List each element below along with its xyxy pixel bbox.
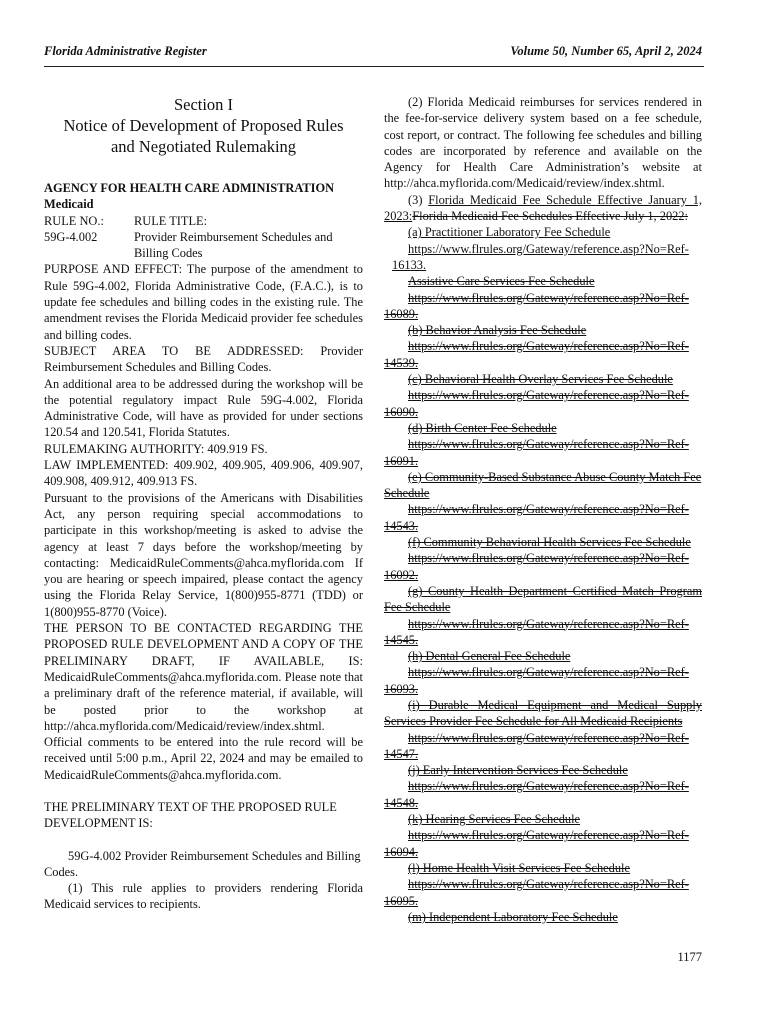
fee-item-i-link[interactable]: https://www.flrules.org/Gateway/reference.asp?No=Ref- — [408, 730, 689, 745]
fee-item-f-label: (f) Community Behavioral Health Services Fee Schedule — [408, 535, 691, 550]
fee-item-d-link-end[interactable]: 16091. — [384, 453, 419, 468]
inserted-text: Florida Medicaid Fee Schedule Effective January 1, 2023: — [384, 192, 702, 224]
fee-item-k-link-end[interactable]: 16094. — [384, 844, 419, 859]
left-column — [44, 94, 363, 913]
fee-item-a-link[interactable]: https://www.flrules.org/Gateway/reference.asp?No=Ref- — [408, 241, 689, 256]
fee-item-d-link[interactable]: https://www.flrules.org/Gateway/reference.asp?No=Ref- — [408, 437, 689, 452]
official-comments: Official comments to be entered into the rule record will be received until 5:00 p.m., April 22, 2024 and may be emailed to MedicaidRuleComments@ahca.myflorida.com. — [44, 735, 363, 782]
contact-notice: THE PERSON TO BE CONTACTED REGARDING THE PROPOSED RULE DEVELOPMENT AND A COPY OF THE PRELIMINARY DRAFT, IF AVAILABLE, IS: MedicaidRuleComments@ahca.myflorida.com. Please note that a preliminary draft of the reference material, if available, will be posted prior to the workshop at — [44, 621, 363, 717]
fee-item-f-link-end[interactable]: 16092. — [384, 567, 419, 582]
fee-item-assistive-link[interactable]: https://www.flrules.org/Gateway/reference.asp?No=Ref- — [408, 290, 689, 305]
rulemaking-authority: RULEMAKING AUTHORITY: 409.919 FS. — [44, 441, 268, 456]
fee-item-assistive-link-end[interactable]: 16089. — [384, 306, 419, 321]
fee-item-g-label: (g) County Health Department Certified Match Program — [408, 583, 702, 598]
fee-item-b-link[interactable]: https://www.flrules.org/Gateway/reference.asp?No=Ref- — [408, 339, 689, 354]
fee-item-d-label: (d) Birth Center Fee Schedule — [408, 420, 557, 435]
contact-url[interactable]: http://ahca.myflorida.com/Medicaid/review/index.shtml. — [44, 718, 325, 733]
fee-item-l-link-end[interactable]: 16095. — [384, 893, 419, 908]
preliminary-text-heading: THE PRELIMINARY TEXT OF THE PROPOSED RULE DEVELOPMENT IS: — [44, 799, 337, 831]
fee-item-l-label: (l) Home Health Visit Services Fee Schedule — [408, 860, 631, 875]
running-header-right: Volume 50, Number 65, April 2, 2024 — [510, 44, 702, 58]
fee-item-i-label-end: Services Provider Fee Schedule for All Medicaid Recipients — [384, 714, 683, 729]
fee-item-i-label: (i) Durable Medical Equipment and Medical Supply — [408, 697, 702, 712]
subject-area-line2: Reimbursement Schedules and Billing Codes. — [44, 360, 272, 375]
fee-item-c-link-end[interactable]: 16090. — [384, 404, 419, 419]
running-header-left: Florida Administrative Register — [44, 44, 207, 58]
division-name: Medicaid — [44, 197, 94, 212]
rule-values: 59G-4.002 Provider Reimbursement Schedules and Billing Codes — [44, 229, 333, 261]
fee-item-l-link[interactable]: https://www.flrules.org/Gateway/reference.asp?No=Ref- — [408, 877, 689, 892]
fee-item-a-label: (a) Practitioner Laboratory Fee Schedule — [408, 225, 611, 240]
fee-item-e-label-end: Schedule — [384, 486, 430, 501]
fee-item-c-link[interactable]: https://www.flrules.org/Gateway/reference.asp?No=Ref- — [408, 388, 689, 403]
right-column — [384, 94, 702, 925]
fee-item-j-link[interactable]: https://www.flrules.org/Gateway/reference.asp?No=Ref- — [408, 779, 689, 794]
rule-paragraph-2: (2) Florida Medicaid reimburses for services rendered in the fee-for-service delivery system based on a fee schedule, cost report, or contract. The following fee schedules and billing codes are incorporated by reference and available on the Agency for Health Care Administration’s website at http://ahca.myflorida.com/Medicaid/review/index.shtml. — [384, 95, 702, 191]
purpose-and-effect: PURPOSE AND EFFECT: The purpose of the amendment to Rule 59G-4.002, Florida Administrative Code, (F.A.C.), is to update fee schedules and billing codes in the existing rule. The amendment revises the Florida Medicaid provider fee schedules and billing codes. — [44, 262, 363, 342]
fee-item-e-label: (e) Community-Based Substance Abuse County Match Fee — [408, 469, 702, 484]
fee-item-g-link-end[interactable]: 14545. — [384, 632, 419, 647]
additional-area: An additional area to be addressed during the workshop will be the potential regulatory impact Rule 59G-4.002, Florida Administrative Code, will have as provided for under sections 120.54 and 120.541, Florida Statutes. — [44, 376, 363, 440]
deleted-text: Florida Medicaid Fee Schedules Effective July 1, 2022: — [412, 209, 688, 224]
rule-labels: RULE NO.: RULE TITLE: — [44, 213, 208, 228]
header-rule — [44, 66, 704, 67]
fee-item-e-link[interactable]: https://www.flrules.org/Gateway/reference.asp?No=Ref- — [408, 502, 689, 517]
fee-item-h-link-end[interactable]: 16093. — [384, 681, 419, 696]
fee-item-m-label: (m) Independent Laboratory Fee Schedule — [408, 909, 618, 924]
law-implemented: LAW IMPLEMENTED: 409.902, 409.905, 409.906, 409.907, 409.908, 409.912, 409.913 FS. — [44, 458, 363, 489]
fee-item-e-link-end[interactable]: 14543. — [384, 518, 419, 533]
fee-item-b-label: (b) Behavior Analysis Fee Schedule — [408, 323, 587, 338]
fee-item-h-label: (h) Dental General Fee Schedule — [408, 649, 571, 664]
ada-notice: Pursuant to the provisions of the Americans with Disabilities Act, any person requiring special accommodations to participate in this workshop/meeting is asked to advise the agency at least 7 days before the workshop/meeting by contacting: MedicaidRuleComments@ahca.myflorida.com If you are hearing or speech impaired, please contact the agency using the Florida Relay Service, 1(800)955-8771 (TDD) or 1(800)955-8770 (Voice). — [44, 490, 363, 619]
fee-item-c-label: (c) Behavioral Health Overlay Services Fee Schedule — [408, 372, 673, 387]
fee-item-i-link-end[interactable]: 14547. — [384, 746, 419, 761]
fee-item-j-label: (j) Early Intervention Services Fee Schedule — [408, 763, 628, 778]
rule-paragraph-3: (3) Florida Medicaid Fee Schedule Effective January 1, 2023:Florida Medicaid Fee Schedules Effective July 1, 2022: — [384, 192, 702, 224]
fee-item-a-link-end[interactable]: 16133. — [392, 257, 427, 272]
section-heading: Section I Notice of Development of Proposed Rules and Negotiated Rulemaking — [63, 95, 344, 156]
fee-item-f-link[interactable]: https://www.flrules.org/Gateway/reference.asp?No=Ref- — [408, 551, 689, 566]
agency-name: AGENCY FOR HEALTH CARE ADMINISTRATION — [44, 181, 335, 195]
fee-item-k-label: (k) Hearing Services Fee Schedule — [408, 812, 581, 827]
rule-paragraph-1: (1) This rule applies to providers rendering Florida Medicaid services to recipients. — [44, 881, 363, 912]
page-number: 1177 — [677, 950, 702, 964]
rule-text-heading: 59G-4.002 Provider Reimbursement Schedules and Billing Codes. — [44, 848, 361, 879]
subject-area-line1: SUBJECT AREA TO BE ADDRESSED: Provider — [44, 343, 363, 358]
fee-item-j-link-end[interactable]: 14548. — [384, 795, 419, 810]
fee-item-g-link[interactable]: https://www.flrules.org/Gateway/reference.asp?No=Ref- — [408, 616, 689, 631]
fee-item-k-link[interactable]: https://www.flrules.org/Gateway/reference.asp?No=Ref- — [408, 828, 689, 843]
fee-item-g-label-end: Fee Schedule — [384, 600, 451, 615]
fee-item-h-link[interactable]: https://www.flrules.org/Gateway/reference.asp?No=Ref- — [408, 665, 689, 680]
fee-item-b-link-end[interactable]: 14539. — [384, 355, 419, 370]
fee-item-assistive-label: Assistive Care Services Fee Schedule — [408, 274, 595, 289]
